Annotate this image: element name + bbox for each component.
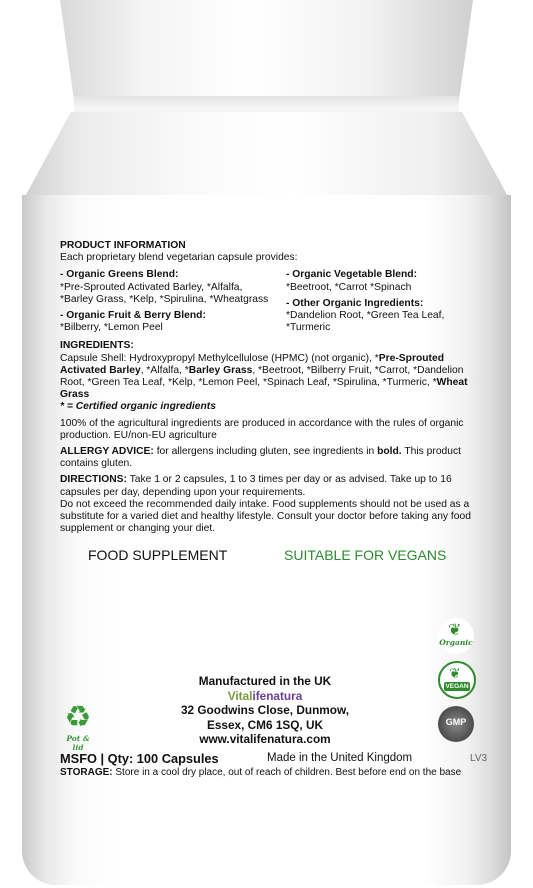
- fruit-blend-title: - Organic Fruit & Berry Blend:: [60, 310, 206, 322]
- product-information-intro: Each proprietary blend vegetarian capsule provides:: [60, 252, 298, 264]
- suitable-for-vegans-text: SUITABLE FOR VEGANS: [284, 547, 447, 563]
- organic-badge: [438, 618, 474, 654]
- ingredients-text: Capsule Shell: Hydroxypropyl Methylcellulose (HPMC) (not organic), *Pre-Sprouted Activated Barley, *Alfalfa, *Barley Grass, *Beetroot, *Bilberry Fruit, *Carrot, *Dandelion Root, *Green Tea Leaf, *Kelp, *Lemon Peel, *Spinach Leaf, *Spirulina, *Turmeric, *Wheat Grass: [60, 352, 468, 401]
- blend-columns: [60, 269, 480, 334]
- directions-warning: Do not exceed the recommended daily intake. Food supplements should not be used as a substitute for a varied diet and healthy lifestyle. Consult your doctor before taking any food supplement or changing your diet.: [60, 498, 471, 535]
- agricultural-note: 100% of the agricultural ingredients are produced in accordance with the rules of organic production. EU/non-EU agriculture: [60, 417, 464, 441]
- code-and-quantity: MSFO | Qty: 100 Capsules: [60, 751, 219, 766]
- organic-badge-text: Organic: [439, 638, 473, 647]
- blend-column-right: [286, 269, 480, 334]
- manufacturer-block: [160, 674, 370, 747]
- product-information-title: PRODUCT INFORMATION: [60, 240, 186, 251]
- address-line-1: 32 Goodwins Close, Dunmow,: [180, 703, 349, 718]
- recycle-symbol: [60, 702, 96, 750]
- brand-name: Vitalifenatura: [227, 688, 303, 703]
- greens-blend-items: *Pre-Sprouted Activated Barley, *Alfalfa, *Barley Grass, *Kelp, *Spirulina, *Wheatgrass: [60, 281, 269, 305]
- gmp-badge: [438, 706, 474, 742]
- made-in-uk: Made in the United Kingdom: [267, 752, 413, 764]
- storage-info: STORAGE: Store in a cool dry place, out of reach of children. Best before end on the base: [60, 767, 462, 778]
- directions: DIRECTIONS: Take 1 or 2 capsules, 1 to 3 times per day or as advised. Take up to 16 capsules per day, depending upon your requirements.: [60, 474, 452, 498]
- blend-column-left: [60, 269, 278, 334]
- food-supplement-text: FOOD SUPPLEMENT: [88, 547, 228, 563]
- greens-blend-title: - Organic Greens Blend:: [60, 269, 179, 281]
- product-label: [60, 240, 480, 535]
- gmp-badge-text: GMP: [445, 717, 467, 727]
- vegan-badge: [438, 661, 476, 699]
- manufactured-in-uk: Manufactured in the UK: [198, 674, 332, 688]
- vegetable-blend-items: *Beetroot, *Carrot *Spinach: [286, 281, 412, 293]
- ingredients-title: INGREDIENTS:: [60, 340, 134, 352]
- recycle-text: Pot & lid: [66, 734, 90, 752]
- address-line-2: Essex, CM6 1SQ, UK: [206, 717, 324, 732]
- other-ingredients-items: *Dandelion Root, *Green Tea Leaf, *Turmeric: [286, 310, 445, 334]
- lot-code: LV3: [470, 753, 488, 764]
- website: www.vitalifenatura.com: [199, 732, 331, 747]
- allergy-advice: ALLERGY ADVICE: for allergens including gluten, see ingredients in bold. This product contains gluten.: [60, 446, 462, 470]
- certified-organic-note: * = Certified organic ingredients: [60, 401, 216, 413]
- fruit-blend-items: *Bilberry, *Lemon Peel: [60, 322, 163, 334]
- bottle-shoulder: [22, 112, 511, 202]
- vegan-badge-text: VEGAN: [445, 683, 469, 690]
- other-ingredients-title: - Other Organic Ingredients:: [286, 297, 424, 309]
- leaf-icon: ❦: [448, 620, 462, 639]
- vegetable-blend-title: - Organic Vegetable Blend:: [286, 269, 418, 281]
- leaf-icon: ❦: [449, 666, 461, 682]
- recycle-icon: ♻: [64, 700, 92, 735]
